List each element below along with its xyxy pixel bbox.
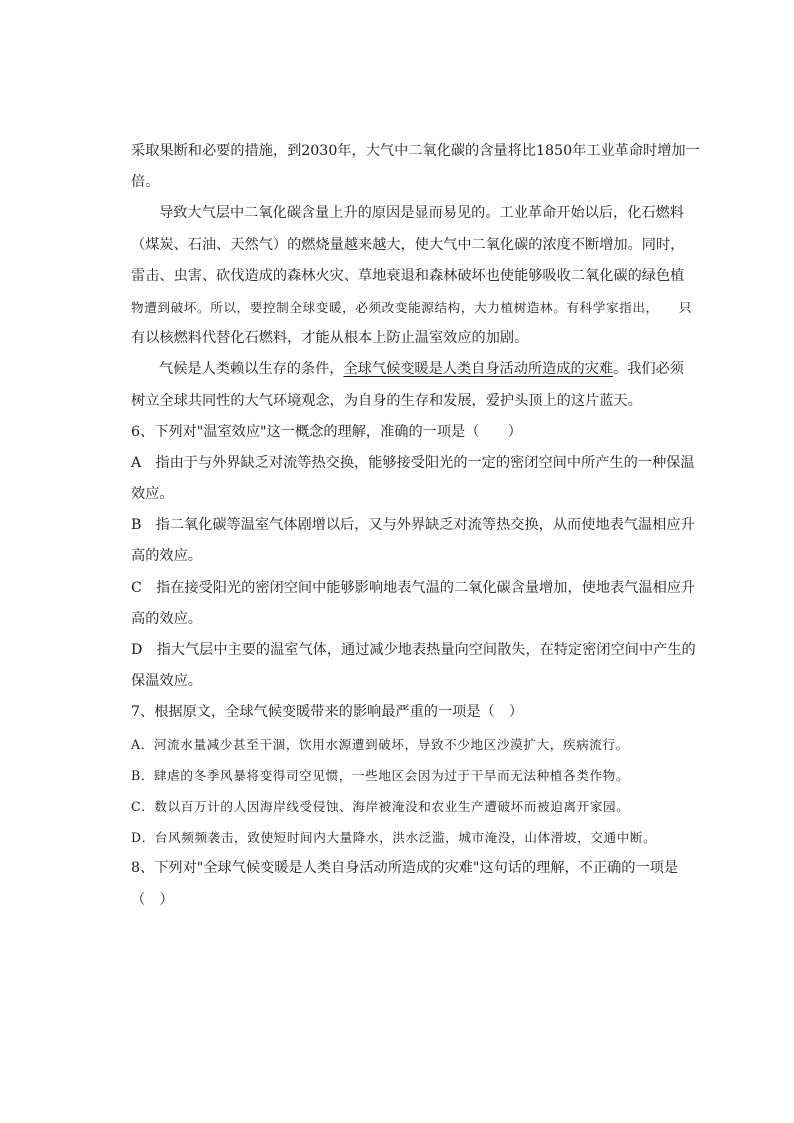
- passage-p3-post: 。我们必须: [613, 361, 684, 378]
- q6-option-a-line1: A 指由于与外界缺乏对流等热交换，能够接受阳光的一定的密闭空间中所产生的一种保温: [131, 454, 695, 471]
- passage-p2-line4: 物遭到破坏。所以，要控制全球变暖，必须改变能源结构，大力植树造林。有科学家指出， 只: [131, 299, 693, 315]
- q6-option-c-line2: 高的效应。: [131, 610, 202, 627]
- passage-p1-line2: 倍。: [131, 174, 160, 191]
- passage-p3-key-sentence: 全球气候变暖是人类自身活动所造成的灾难: [343, 361, 614, 378]
- q7-option-b: B．肆虐的冬季风暴将变得司空见惯，一些地区会因为过于干旱而无法种植各类作物。: [131, 767, 630, 783]
- q8-stem-line1: 8、下列对"全球气候变暖是人类自身活动所造成的灾难"这句话的理解，不正确的一项是: [131, 860, 679, 877]
- passage-p1-line1: 采取果断和必要的措施，到2030年，大气中二氧化碳的含量将比1850年工业革命时增加一: [131, 143, 700, 159]
- q7-stem: 7、根据原文，全球气候变暖带来的影响最严重的一项是（ ）: [131, 704, 524, 721]
- q7-option-c: C．数以百万计的人因海岸线受侵蚀、海岸被淹没和农业生产遭破坏而被迫离开家园。: [131, 798, 630, 814]
- q7-option-d: D．台风频频袭击，致使短时间内大量降水，洪水泛滥，城市淹没，山体滑坡，交通中断。: [131, 830, 657, 846]
- q6-option-a-line2: 效应。: [131, 486, 174, 503]
- passage-p2-line5: 有以核燃料代替化石燃料，才能从根本上防止温室效应的加剧。: [131, 330, 529, 347]
- passage-p3-line1: [131, 354, 683, 385]
- passage-p3-line2: 树立全球共同性的大气环境观念，为自身的生存和发展，爱护头顶上的这片蓝天。: [131, 392, 642, 409]
- q6-option-c-line1: C 指在接受阳光的密闭空间中能够影响地表气温的二氧化碳含量增加，使地表气温相应升: [131, 579, 696, 596]
- q6-stem: 6、下列对"温室效应"这一概念的理解，准确的一项是（ ）: [131, 423, 522, 440]
- passage-p2-line2: （煤炭、石油、天然气）的燃烧量越来越大，使大气中二氧化碳的浓度不断增加。同时，: [131, 236, 685, 253]
- passage-p2-line1: 导致大气层中二氧化碳含量上升的原因是显而易见的。工业革命开始以后，化石燃料: [159, 205, 684, 222]
- q8-stem-line2: （ ）: [131, 891, 174, 908]
- passage-p3-pre: 气候是人类赖以生存的条件，: [159, 361, 344, 378]
- passage-p2-line3: 雷击、虫害、砍伐造成的森林火灾、草地衰退和森林破坏也使能够吸收二氧化碳的绿色植: [131, 267, 685, 284]
- document-page: [131, 136, 700, 916]
- q6-option-b-line1: B 指二氧化碳等温室气体剧增以后，又与外界缺乏对流等热交换，从而使地表气温相应升: [131, 517, 695, 534]
- q6-option-d-line2: 保温效应。: [131, 673, 202, 690]
- q6-option-b-line2: 高的效应。: [131, 548, 202, 565]
- q7-option-a: A．河流水量减少甚至干涸，饮用水源遭到破坏，导致不少地区沙漠扩大，疾病流行。: [131, 736, 629, 752]
- q6-option-d-line1: D 指大气层中主要的温室气体，通过减少地表热量向空间散失，在特定密闭空间中产生的: [131, 642, 696, 658]
